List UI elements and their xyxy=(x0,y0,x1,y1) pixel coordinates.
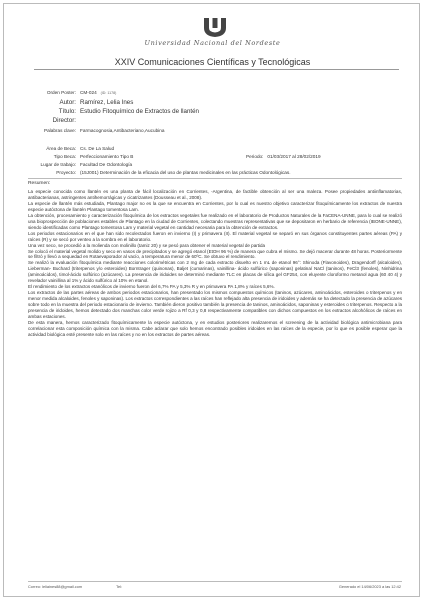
area-beca-value: Cs. De La Salud xyxy=(80,146,115,151)
orden-poster-label: Orden Poster: xyxy=(46,90,76,95)
resumen-paragraph: Una vez seco, se procedió a la molienda con molinillo (tamiz 20) y se pesó para obtener el material vegetal de partida xyxy=(28,242,266,248)
palabras-clave-label: Palabras clave: xyxy=(43,128,76,133)
footer-divider xyxy=(28,581,402,582)
tipo-beca-label: Tipo Beca: xyxy=(53,154,76,159)
resumen-label: Resumen: xyxy=(28,181,51,186)
lugar-trabajo-label: Lugar de trabajo: xyxy=(40,162,76,167)
titulo-label: Título: xyxy=(58,108,76,115)
footer-correo xyxy=(28,584,82,589)
correo-value[interactable]: leliaines88@gmail.com xyxy=(42,584,83,589)
document-page xyxy=(3,3,420,597)
periodo-value: 01/03/2017 al 28/02/2019 xyxy=(267,154,321,159)
resumen-paragraph: La especie conocida como llantén es una planta de fácil localización en Corrientes, -Argentina, de factible obtención al ser una maleza. Posee propiedades antiinflamatorias, antibacterianas, astringentes antihemorrágicas y cicatrizantes (Dousseau et al., 2008). xyxy=(28,189,402,200)
tipo-beca-value: Perfeccionamiento Tipo B xyxy=(80,154,134,159)
orden-poster-value xyxy=(80,90,116,96)
lugar-trabajo-value: Facultad De Odontología xyxy=(80,162,133,167)
autor-value: Ramírez, Lelia Ines xyxy=(80,99,134,106)
director-label: Director: xyxy=(52,117,76,124)
resumen-paragraph: La obtención, procesamiento y caracterización fitoquímica de los extractos vegetales fue realizado en el laboratorio de Productos Naturales de la FaCENA-UNNE, para lo cual se realizó una bioprospección de poblaciones estables de Plantago en la ciudad de Corrientes, colectando muestras representativas que se depositaron en herbario de referencia (IBONE-UNNE), siendo identificadas como Plantago tomentosa Lam y material vegetal en cantidad necesaria para la obtención de extractos. xyxy=(28,212,402,230)
periodo-label: Periodo: xyxy=(246,154,264,159)
resumen-paragraph: Se realizó la evaluación fitoquímica mediante reacciones colorimétricas con 2 mg de cada extracto disuelto en 1 mL de etanol 96°: Shinoda (Flavonoides), Dragendorff (alcaloides), Lieberman- Buchard (triterpenos y/o esteroides) Borntrager (quinonas), Baljet (cumarinas), vainillina- ácido sulfúrico (saponinas) gelatina/ NaCl (taninos), FeCl3 (fenoles), Ninhidrina (aminoácidos), timol-ácido sulfúrico (azúcares). La presencia de iridoides se determinó mediante TLC en placas de sílica gel GF254, con eluyente cloroformo metanol agua (60 40 4) y revelador vainillina al 1% y ácido sulfúrico al 10% en etanol. xyxy=(28,260,402,284)
resumen-body xyxy=(28,189,402,338)
palabras-clave-value: Farmacognosia,Antibacteriano,Aucubina xyxy=(80,128,165,133)
orden-poster-code: CM-024 xyxy=(80,90,97,95)
section-divider xyxy=(28,178,402,179)
titulo-value: Estudio Fitoquímico de Extractos de llantén xyxy=(80,108,200,115)
periodo-field xyxy=(246,154,321,160)
university-logo-icon xyxy=(202,16,228,38)
resumen-paragraph: Los extractos de las partes aéreas de ambos periodos estacionarios, han presentado los mismos compuestos químicos (taninos, azúcares, aminoácidos, esteroides o triterpenos y en menor medida alcaloides, fenoles y saponinas). Los extractos correspondientes a las raíces han reflejado alta presencia de iridoides y además se ha detectado la presencia de azúcares sobre todo en la muestra del periodo estacionario de invierno. También dieron positivo también la presencia de taninos, aminoácidos, saponinas y esteroides o triterpenos. Respecto a la presencia de iridoides, hemos detectado dos manchas color verde rojizo a Rf 0,3 y 0,8 respectivamente compatibles con dichos compuestos en los extractos alcohólicos de raíces en ambas estaciones. xyxy=(28,290,402,320)
correo-label: Correo: xyxy=(28,584,41,589)
footer-generado: Generado el 14/06/2023 a las 12:42 xyxy=(338,584,401,589)
conference-title: XXIV Comunicaciones Científicas y Tecnológicas xyxy=(114,57,311,67)
proyecto-value: (15J001) Determinación de la eficacia del uso de plantas medicinales en las prácticas Odontológicas. xyxy=(80,170,291,175)
resumen-paragraph: Se colocó el material vegetal molido y seco en vasos de precipitados y se agregó etanol (EtOH 96 %) de manera que cubra el mismo. Se dejó macerar durante 48 horas. Posteriormente se filtró y llevó a sequedad en Rotaevaporador al vacío, a temperatura menor de 60ºC. Se obtuvo el rendimiento. xyxy=(28,248,402,260)
tel-label: Tel: xyxy=(116,584,123,589)
autor-label: Autor: xyxy=(59,99,76,106)
resumen-paragraph: Los periodos estacionarios en el que han sido recolectados fueron en invierno (I) y primavera (II). El material vegetal se separó en sus órganos constituyentes partes aéreas (PA) y raíces (R) y se secó por venteo a la sombra en el laboratorio. xyxy=(28,230,402,242)
footer-tel xyxy=(116,584,122,589)
proyecto-label: Proyecto: xyxy=(56,170,76,175)
title-divider xyxy=(34,69,399,70)
area-beca-label: Área de Beca: xyxy=(46,146,76,151)
resumen-paragraph: De esta manera, hemos caracterizado fitoquímicamente la especie autóctona, y en estudios posteriores realizaremos el screening de la actividad biológica antimicrobiana para correlacionar esta composición química con la misma. Cabe aclarar que solo hemos encontrado posibles iridoides en las raíces de la especie, por lo que es posible esperar que la actividad biológica esté presente solo en las raíces y no en los extractos de partes aéreas. xyxy=(28,319,402,337)
university-name: Universidad Nacional del Nordeste xyxy=(144,39,281,47)
resumen-paragraph: La especie de llantén más estudiada, Plantago major no es la que se encuentra en Corrientes, por lo cual es nuestro objetivo caracterizar fitoquímicamente los extractos de nuestra especie autóctona de llantén Plantago tomentosa Lam. xyxy=(28,200,402,212)
orden-poster-id: (ID: 1178) xyxy=(100,91,117,95)
resumen-paragraph: El rendimiento de los extractos etanólicos de invierno fueron del 6,7% PA y 5,3% R y en primavera PA 1,8% y raíces 5,6%. xyxy=(28,284,275,290)
